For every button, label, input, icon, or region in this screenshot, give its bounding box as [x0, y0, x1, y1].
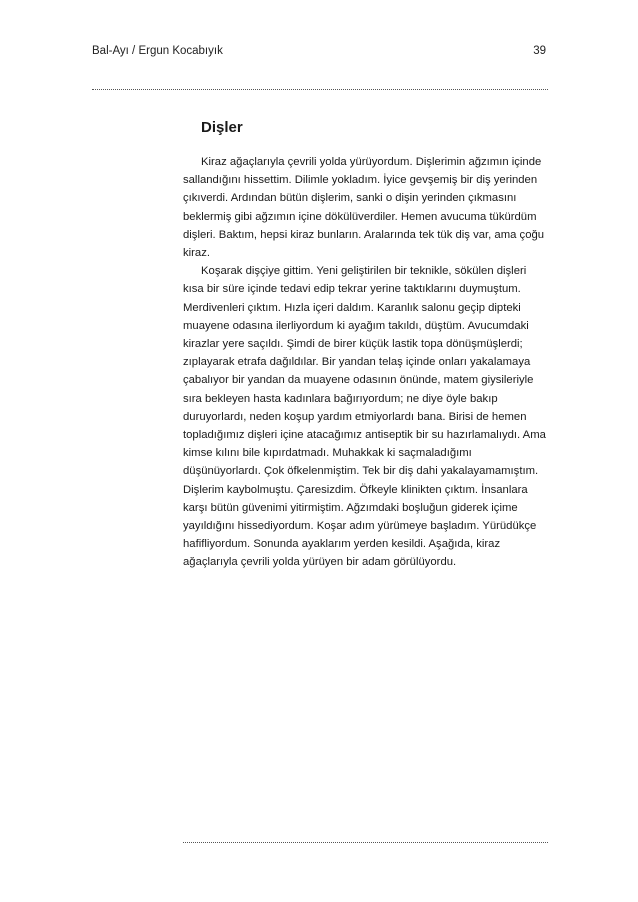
chapter-body	[183, 153, 550, 572]
page-number: 39	[533, 45, 546, 57]
running-title: Bal-Ayı / Ergun Kocabıyık	[92, 45, 223, 57]
paragraph: Kiraz ağaçlarıyla çevrili yolda yürüyordum. Dişlerimin ağzımın içinde sallandığını hissettim. Dilimle yokladım. İyice gevşemiş bir diş yerinden çıkıverdi. Ardından bütün dişlerim, sanki o dişin yerinden çıkmasını beklermiş gibi ağzımın içine dökülüverdiler. Hemen avucuma tükürdüm dişleri. Baktım, hepsi kiraz bunların. Aralarında tek tük diş var, ama çoğu kiraz.	[183, 156, 545, 260]
footer-divider	[183, 842, 548, 843]
header-divider	[92, 89, 548, 90]
paragraph: Koşarak dişçiye gittim. Yeni geliştirilen bir teknikle, sökülen dişleri kısa bir süre içinde tedavi edip tekrar yerine taktıklarını duymuştum. Merdivenleri çıktım. Hızla içeri daldım. Karanlık salonu geçip dipteki muayene odasına ilerliyordum ki ayağım takıldı, düştüm. Avucumdaki kirazlar yere saçıldı. Şimdi de birer küçük lastik topa dönüşmüşlerdi; zıplayarak etrafa dağıldılar. Bir yandan telaş içinde onları yakalamaya çabalıyor bir yandan da muayene odasının önünde, matem giysileriyle sıra bekleyen hasta kadınlara bağırıyordum; ne diye öyle bakıp duruyorlardı, neden koşup yardım etmiyorlardı bana. Birisi de hemen topladığımız dişleri içine atacağımız antiseptik bir su hazırlamalıydı. Ama kimse kılını bile kıpırdatmadı. Muhakkak ki saçmaladığımı düşünüyorlardı. Çok öfkelenmiştim. Tek bir diş dahi yakalayamamıştım. Dişlerim kaybolmuştu. Çaresizdim. Öfkeyle klinikten çıktım. İnsanlara karşı bütün güvenimi yitirmiştim. Ağzımdaki boşluğun giderek içime yayıldığını hissediyordum. Koşar adım yürümeye başladım. Yürüdükçe hafifliyordum. Sonunda ayaklarım yerden kesildi. Aşağıda, kiraz ağaçlarıyla çevrili yolda yürüyen bir adam görülüyordu.	[183, 265, 546, 569]
chapter-title: Dişler	[201, 119, 243, 136]
